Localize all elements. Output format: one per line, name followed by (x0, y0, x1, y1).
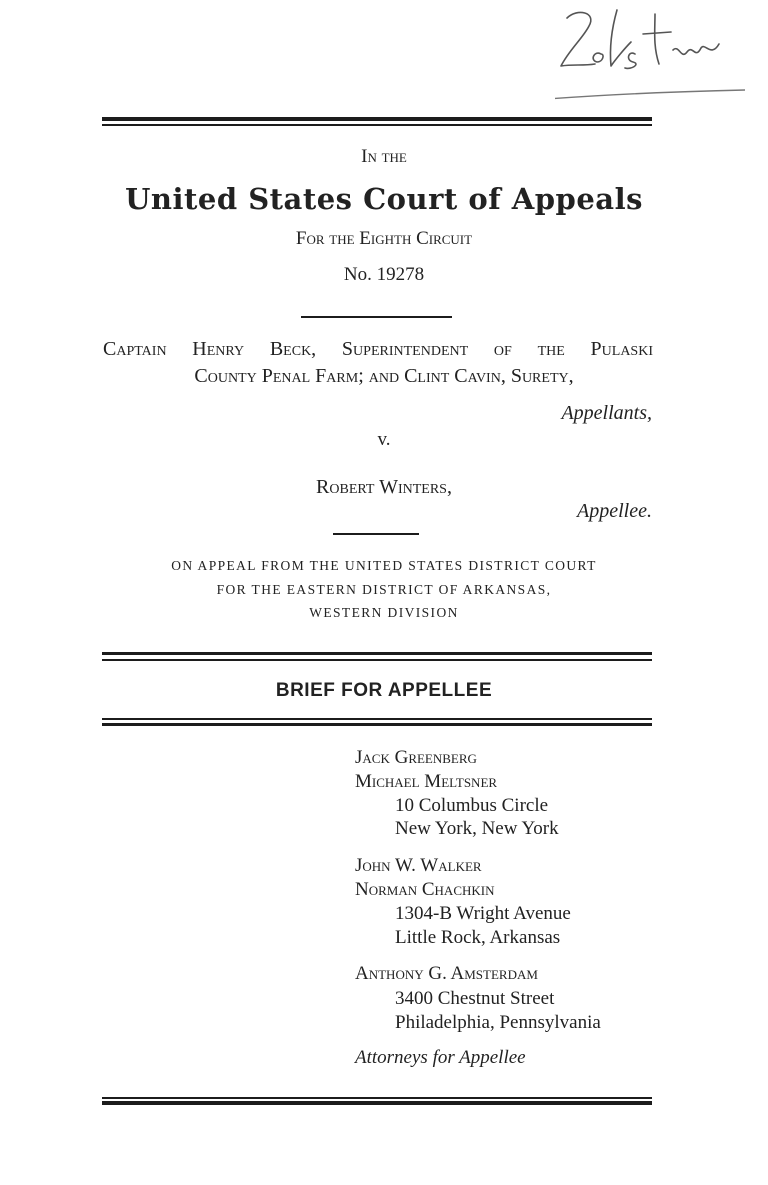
attorney-name: Norman Chachkin (355, 879, 495, 900)
brief-title: BRIEF FOR APPELLEE (275, 680, 493, 701)
brief-rule-bottom-thick (102, 723, 652, 726)
appeal-from-line-1: ON APPEAL FROM THE UNITED STATES DISTRICT COURT (171, 558, 597, 573)
attorneys-footer: Attorneys for Appellee (355, 1047, 526, 1068)
attorney-address-line: Little Rock, Arkansas (395, 927, 561, 948)
versus-label: v. (377, 429, 391, 450)
attorney-name: Anthony G. Amsterdam (355, 963, 538, 984)
appeal-from-line-2: FOR THE EASTERN DISTRICT OF ARKANSAS, (216, 582, 552, 597)
appellants-line-2 (0, 365, 768, 388)
in-the-label: In the (361, 146, 407, 167)
short-rule-2 (333, 533, 419, 535)
handwritten-signature (555, 4, 755, 109)
attorney-address-line: 3400 Chestnut Street (395, 988, 555, 1009)
attorney-address-line: 1304-B Wright Avenue (395, 903, 571, 924)
attorney-name: Jack Greenberg (355, 747, 477, 768)
case-number: No. 19278 (343, 264, 425, 285)
top-rule-thin (102, 124, 652, 126)
attorney-name: Michael Meltsner (355, 771, 498, 792)
appellants-role: Appellants, (561, 402, 652, 424)
attorney-address-line: Philadelphia, Pennsylvania (395, 1012, 601, 1033)
attorney-address-line: New York, New York (395, 818, 559, 839)
appellants-text-2: County Penal Farm; and Clint Cavin, Surety, (194, 365, 574, 387)
bottom-rule-thin (102, 1097, 652, 1099)
appellee-name: Robert Winters, (316, 476, 452, 498)
appellants-text-1: Captain Henry Beck, Superintendent of the Pulaski (103, 338, 653, 360)
appellee-role: Appellee. (577, 500, 652, 522)
court-name-title: United States Court of Appeals (125, 182, 643, 216)
brief-rule-top-thin (102, 659, 652, 661)
brief-rule-bottom-thin (102, 718, 652, 720)
attorney-name: John W. Walker (355, 855, 482, 876)
circuit-label: For the Eighth Circuit (295, 228, 473, 249)
attorney-address-line: 10 Columbus Circle (395, 795, 549, 816)
brief-rule-top-thick (102, 652, 652, 655)
short-rule-1 (301, 316, 452, 318)
appeal-from-line-3: WESTERN DIVISION (309, 605, 459, 620)
appellants-line-1 (103, 338, 653, 361)
top-rule-thick (102, 117, 652, 121)
bottom-rule-thick (102, 1101, 652, 1105)
